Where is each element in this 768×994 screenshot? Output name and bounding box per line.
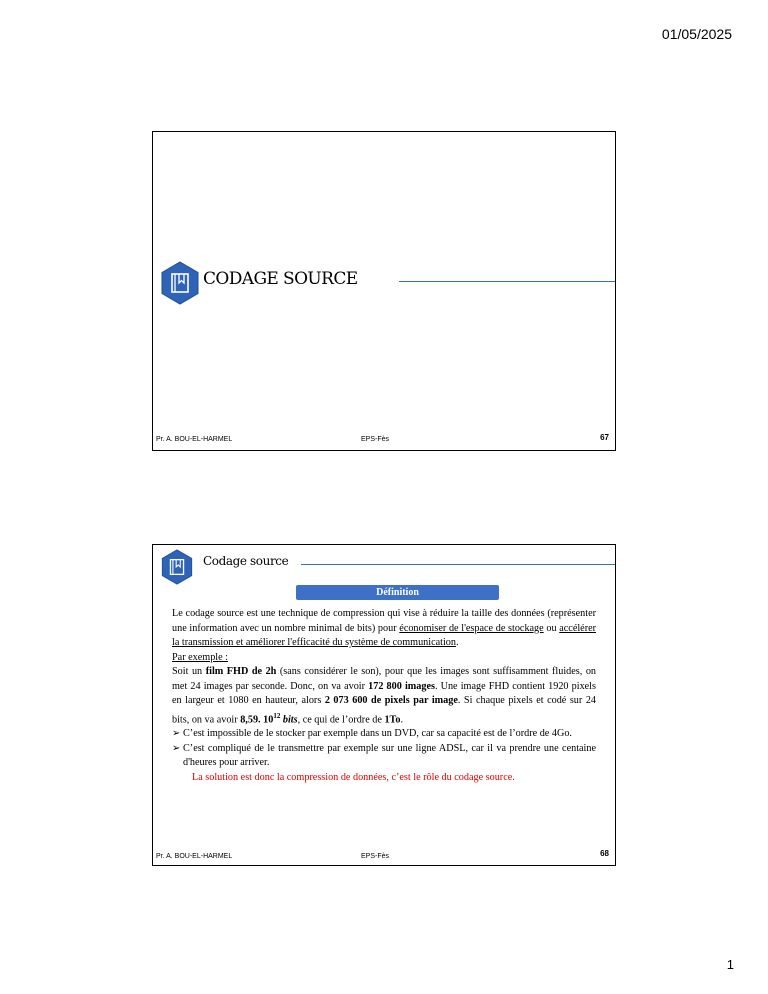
slide-number: 67	[600, 433, 609, 442]
book-bookmark-icon	[161, 549, 193, 585]
footer-author: Pr. A. BOU-EL-HARMEL	[156, 436, 233, 443]
slide-67	[152, 131, 616, 451]
arrow-bullet-icon: ➢	[172, 728, 181, 740]
definition-paragraph: Le codage source est une technique de compression qui vise à réduire la taille des données (représenter une information avec un nombre minimal de bits) pour économiser de l'espace de stockage ou accélérer la transmission et améliorer l'efficacité du système de communication.	[172, 608, 596, 648]
list-item: ➢ C’est impossible de le stocker par exemple dans un DVD, car sa capacité est de l’ordre de 4Go.	[172, 727, 596, 742]
example-paragraph: Soit un film FHD de 2h (sans considérer le son), pour que les images sont suffisamment fluides, on met 24 images par seconde. Donc, on va avoir 172 800 images. Une image FHD contient 1920 pixels en largeur et 1080 en hauteur, alors 2 073 600 de pixels par image. Si chaque pixels et codé sur 24 bits, on va avoir 8,59. $10^{12}$ bits, ce qui de l’ordre de 1To.	[172, 666, 597, 725]
slide-title: Codage source	[203, 554, 289, 568]
slide-68	[152, 544, 616, 866]
page-number: 1	[726, 957, 734, 972]
title-underline	[301, 564, 615, 565]
arrow-bullet-icon: ➢	[172, 742, 181, 754]
list-item: ➢ C’est compliqué de le transmettre par exemple sur une ligne ADSL, car il va prendre une centaine d'heures pour arriver.	[172, 742, 596, 771]
footer-institution: EPS-Fès	[361, 853, 390, 860]
print-date: 01/05/2025	[661, 26, 732, 42]
book-bookmark-icon	[161, 261, 199, 305]
footer-author: Pr. A. BOU-EL-HARMEL	[156, 853, 233, 860]
definition-label: Définition	[296, 585, 499, 600]
footer-institution: EPS-Fès	[361, 436, 390, 443]
title-underline	[399, 281, 615, 282]
slide-body	[172, 607, 596, 785]
example-label: Par exemple :	[172, 651, 229, 663]
slide-title: CODAGE SOURCE	[203, 269, 358, 289]
conclusion-text: La solution est donc la compression de données, c’est le rôle du codage source.	[192, 771, 515, 783]
slide-number: 68	[600, 849, 609, 858]
